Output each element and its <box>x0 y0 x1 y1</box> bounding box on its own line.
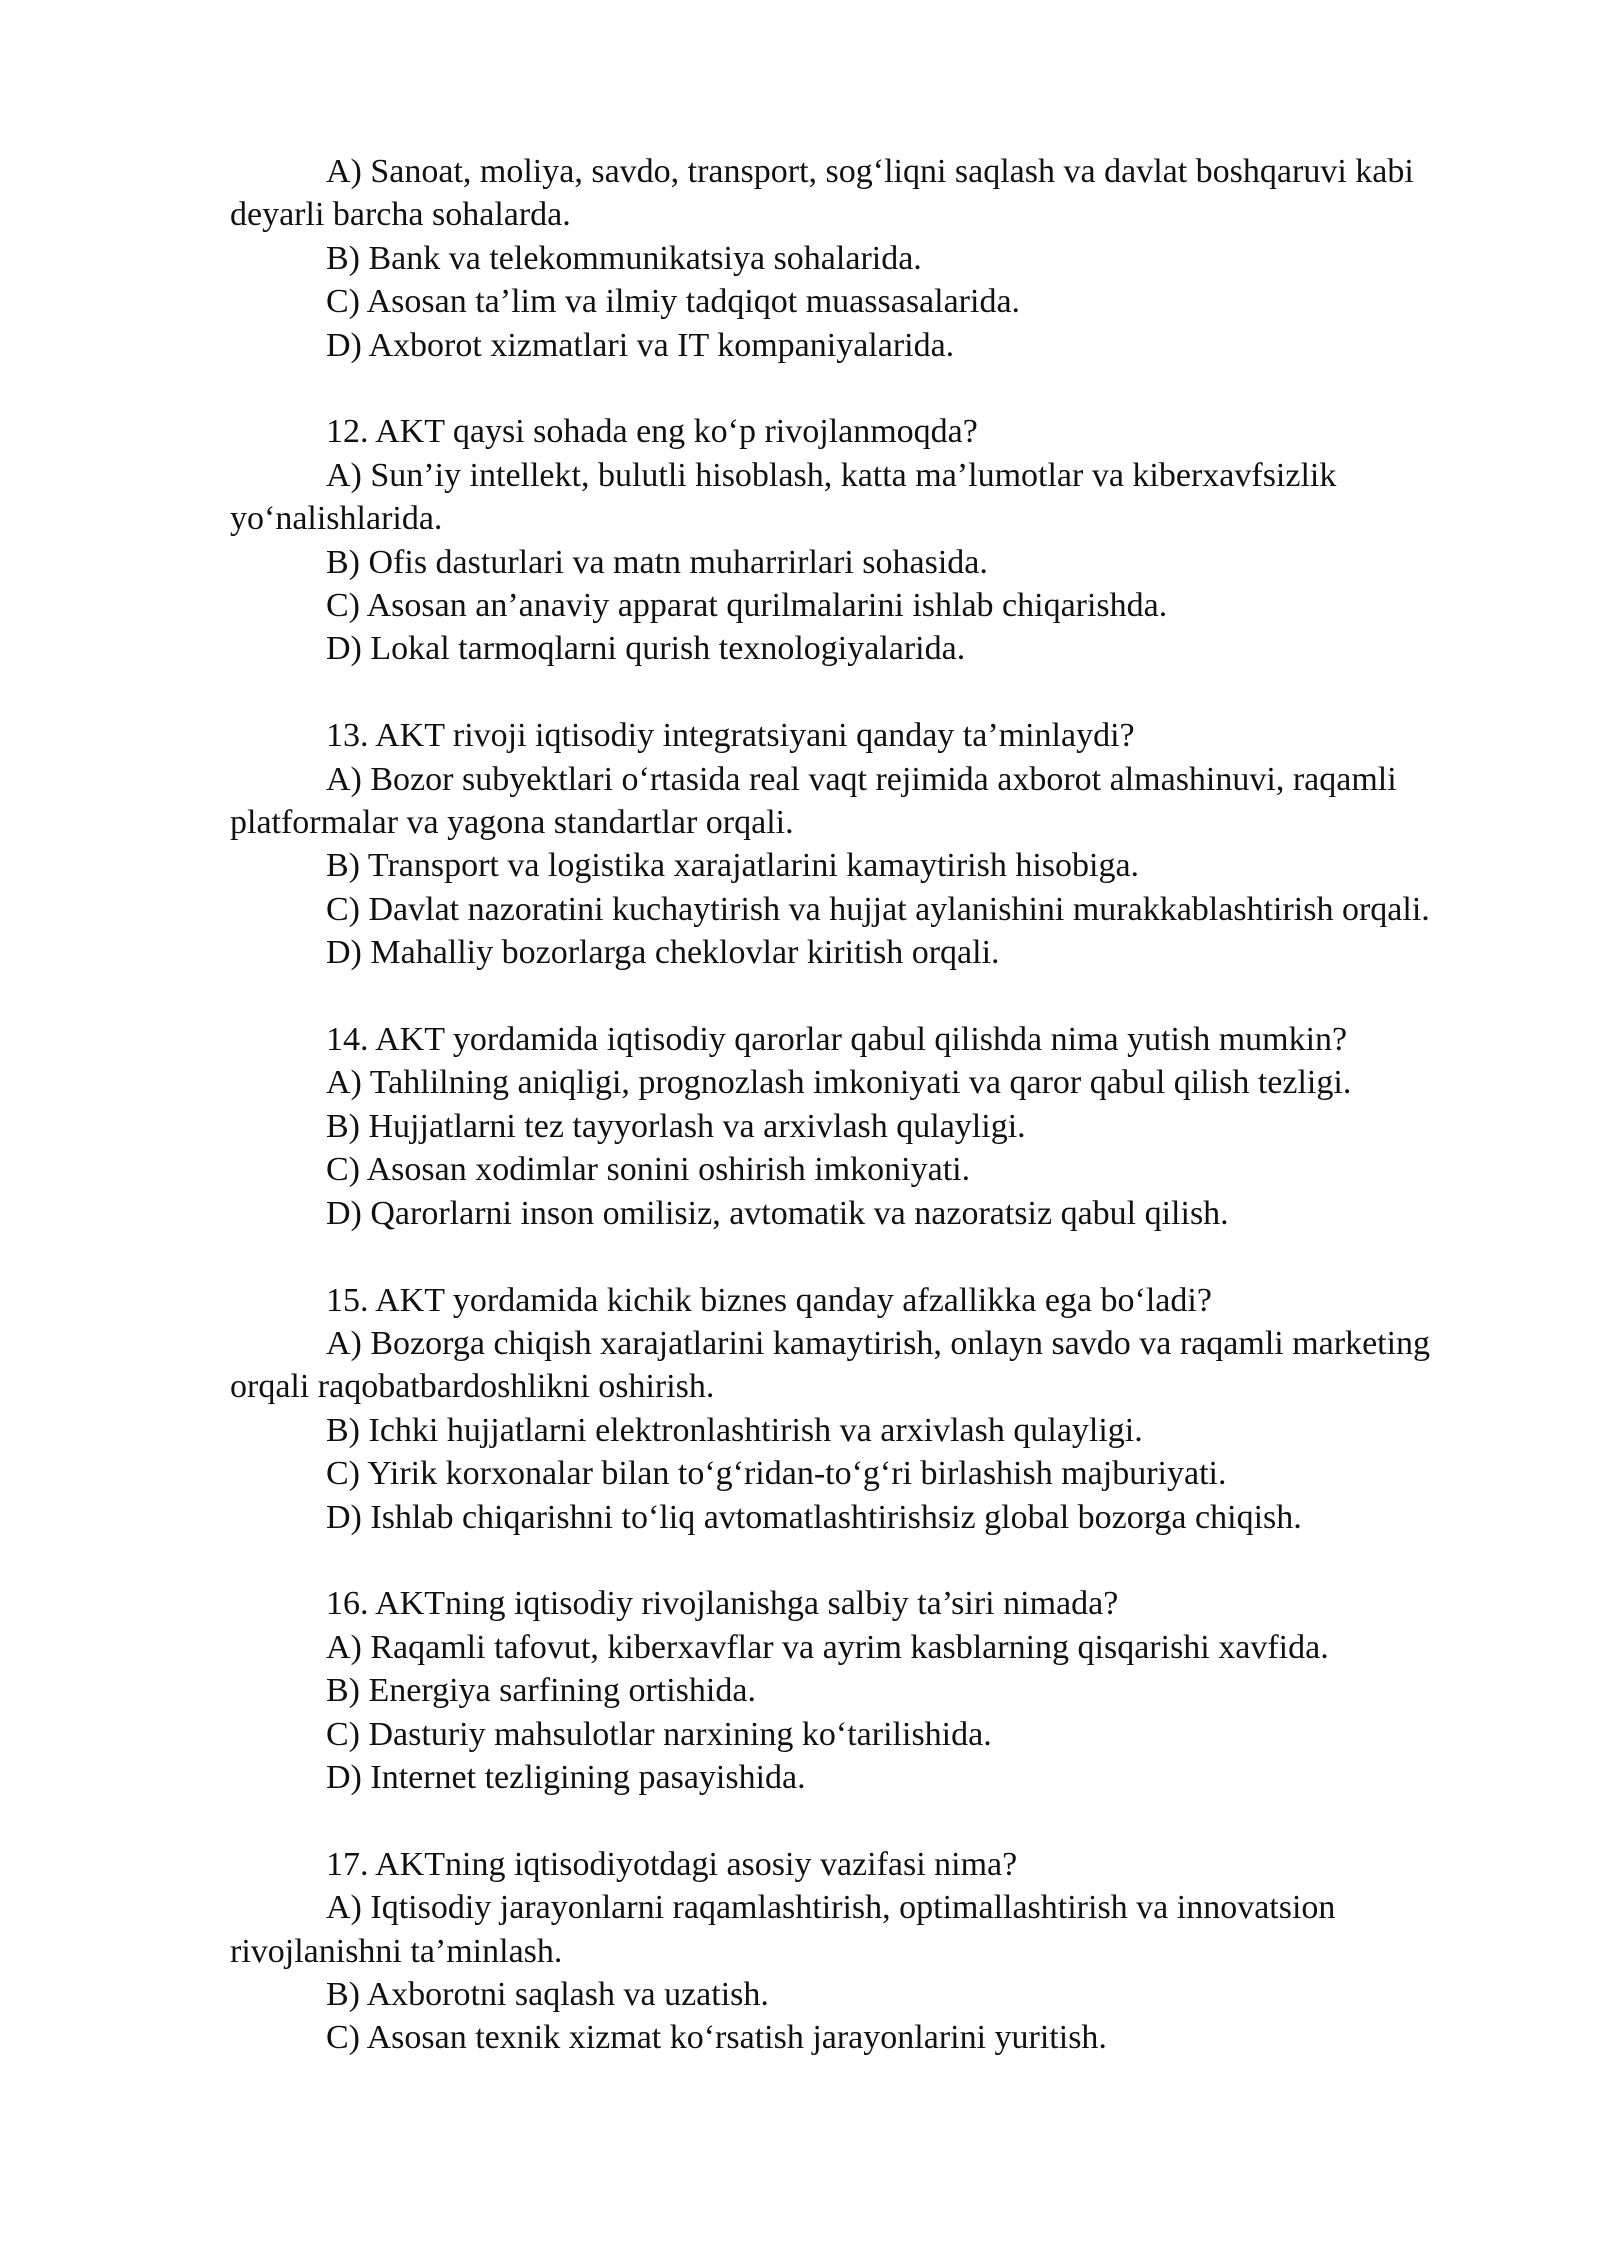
option-c: C) Asosan texnik xizmat ko‘rsatish jarayonlarini yuritish. <box>326 2019 1107 2057</box>
question-14 <box>230 1018 1470 1235</box>
option-b: B) Axborotni saqlash va uzatish. <box>326 1975 769 2013</box>
question-13 <box>230 714 1470 974</box>
option-d: D) Ishlab chiqarishni to‘liq avtomatlashtirishsiz global bozorga chiqish. <box>326 1498 1302 1536</box>
option-a: A) Iqtisodiy jarayonlarni raqamlashtirish, optimallashtirish va innovatsion rivojlanishni ta’minlash. <box>230 1889 1336 1970</box>
question-text: 16. AKTning iqtisodiy rivojlanishga salbiy ta’siri nimada? <box>326 1585 1119 1623</box>
option-c: C) Asosan ta’lim va ilmiy tadqiqot muassasalarida. <box>326 283 1021 321</box>
option-a: A) Tahlilning aniqligi, prognozlash imkoniyati va qaror qabul qilish tezligi. <box>326 1064 1352 1102</box>
question-16 <box>230 1582 1470 1799</box>
question-15 <box>230 1279 1470 1539</box>
option-a: A) Sun’iy intellekt, bulutli hisoblash, katta ma’lumotlar va kiberxavfsizlik yo‘nalishlarida. <box>230 456 1337 538</box>
option-a: A) Raqamli tafovut, kiberxavflar va ayrim kasblarning qisqarishi xavfida. <box>326 1628 1329 1666</box>
option-c: C) Davlat nazoratini kuchaytirish va hujjat aylanishini murakkablashtirish orqali. <box>326 890 1430 928</box>
option-d: D) Mahalliy bozorlarga cheklovlar kiritish orqali. <box>326 934 1000 972</box>
option-c: C) Asosan an’anaviy apparat qurilmalarini ishlab chiqarishda. <box>326 587 1168 625</box>
option-c: C) Yirik korxonalar bilan to‘g‘ridan-to‘g‘ri birlashish majburiyati. <box>326 1455 1227 1493</box>
option-b: B) Ichki hujjatlarni elektronlashtirish va arxivlash qulayligi. <box>326 1411 1143 1449</box>
option-c: C) Dasturiy mahsulotlar narxining ko‘tarilishida. <box>326 1715 992 1753</box>
question-12 <box>230 410 1470 670</box>
question-text: 13. AKT rivoji iqtisodiy integratsiyani qanday ta’minlaydi? <box>326 717 1135 755</box>
option-a: A) Bozor subyektlari o‘rtasida real vaqt rejimida axborot almashinuvi, raqamli platformalar va yagona standartlar orqali. <box>230 760 1397 842</box>
option-a: A) Sanoat, moliya, savdo, transport, sog‘liqni saqlash va davlat boshqaruvi kabi deyarli barcha sohalarda. <box>230 153 1414 234</box>
question-17 <box>230 1843 1470 2060</box>
question-text: 14. AKT yordamida iqtisodiy qarorlar qabul qilishda nima yutish mumkin? <box>326 1021 1348 1059</box>
question-text: 12. AKT qaysi sohada eng ko‘p rivojlanmoqda? <box>326 413 978 451</box>
option-b: B) Ofis dasturlari va matn muharrirlari sohasida. <box>326 543 988 581</box>
option-d: D) Axborot xizmatlari va IT kompaniyalarida. <box>326 326 955 364</box>
document-body <box>230 150 1470 2060</box>
option-d: D) Qarorlarni inson omilisiz, avtomatik va nazoratsiz qabul qilish. <box>326 1194 1229 1232</box>
question-11-continuation <box>230 150 1470 367</box>
option-a: A) Bozorga chiqish xarajatlarini kamaytirish, onlayn savdo va raqamli marketing orqali raqobatbardoshlikni oshirish. <box>230 1324 1431 1406</box>
option-b: B) Transport va logistika xarajatlarini kamaytirish hisobiga. <box>326 847 1140 885</box>
option-b: B) Energiya sarfining ortishida. <box>326 1672 756 1710</box>
option-b: B) Bank va telekommunikatsiya sohalarida. <box>326 239 922 277</box>
question-text: 15. AKT yordamida kichik biznes qanday afzallikka ega bo‘ladi? <box>326 1281 1212 1319</box>
option-d: D) Lokal tarmoqlarni qurish texnologiyalarida. <box>326 630 966 668</box>
option-c: C) Asosan xodimlar sonini oshirish imkoniyati. <box>326 1151 971 1189</box>
option-b: B) Hujjatlarni tez tayyorlash va arxivlash qulayligi. <box>326 1107 1026 1145</box>
question-text: 17. AKTning iqtisodiyotdagi asosiy vazifasi nima? <box>326 1845 1018 1883</box>
option-d: D) Internet tezligining pasayishida. <box>326 1758 806 1796</box>
